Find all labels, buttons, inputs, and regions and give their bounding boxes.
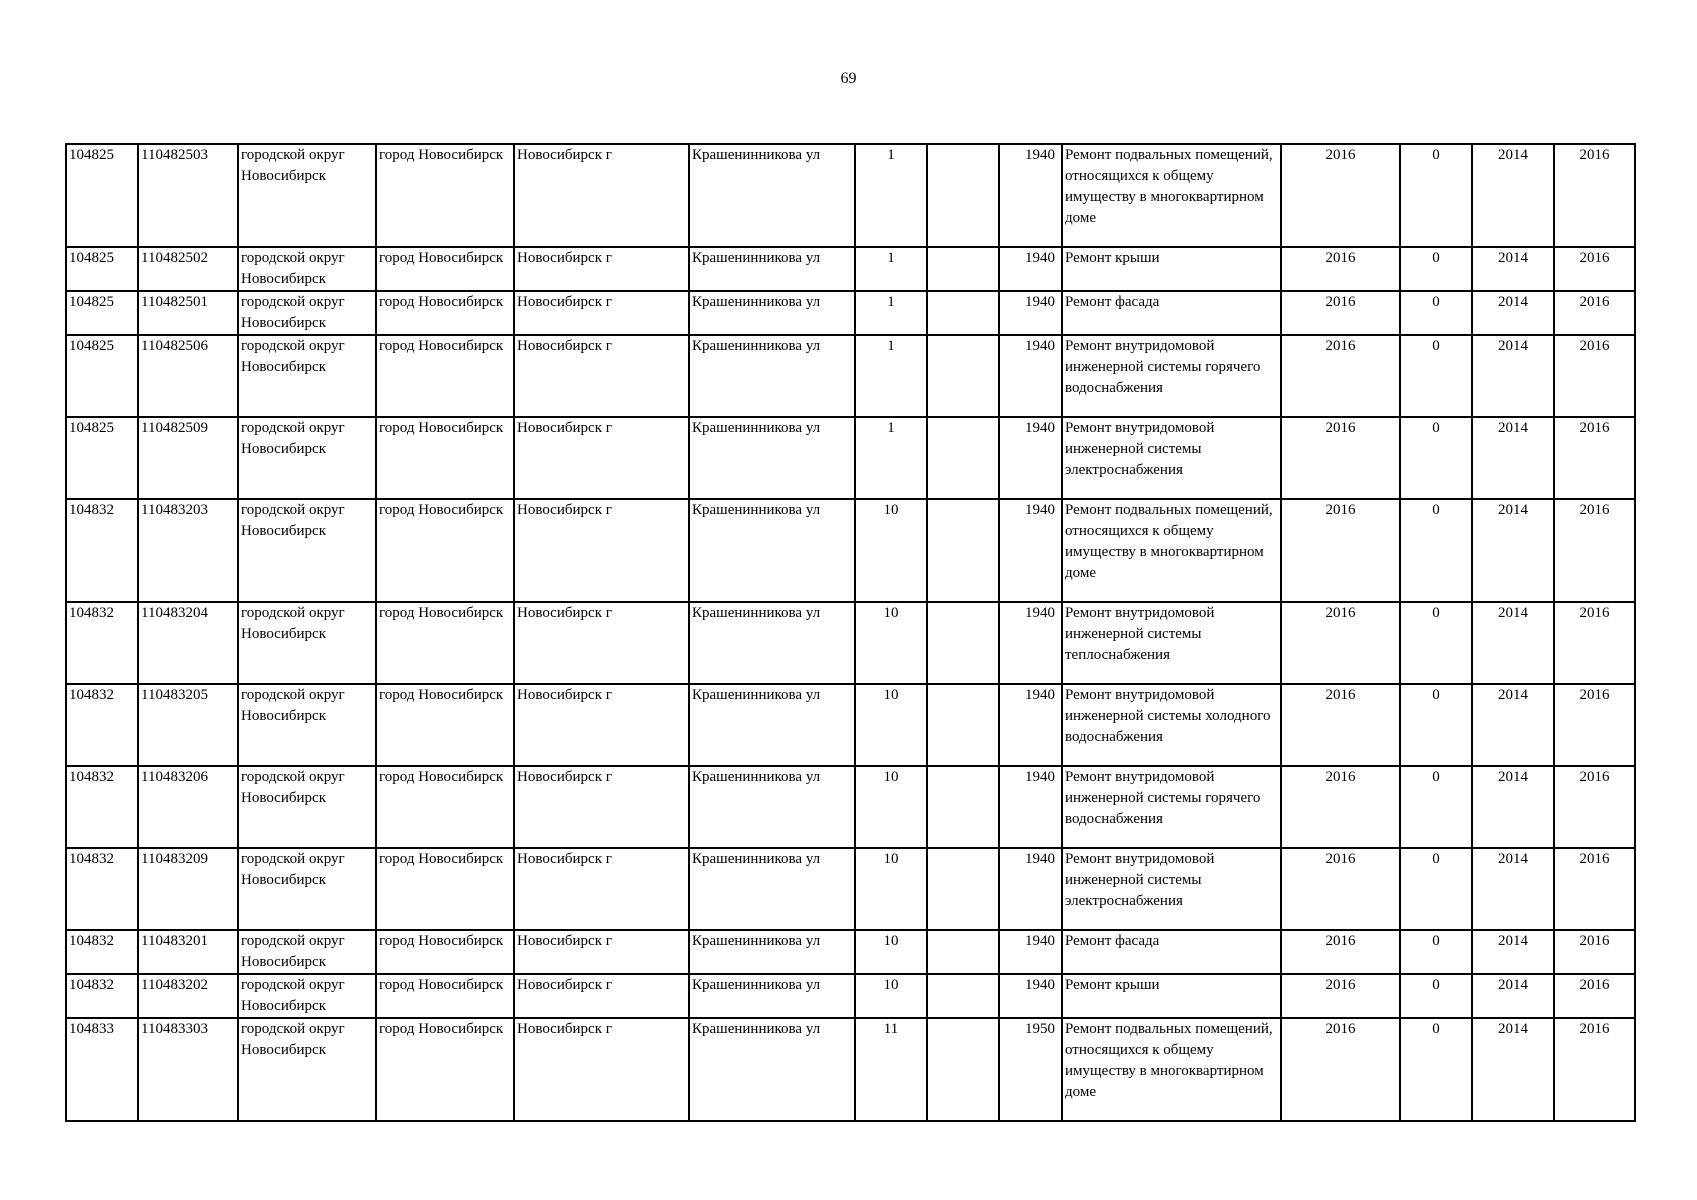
object-id-cell: 104832 xyxy=(66,848,138,930)
work-code-cell: 110483202 xyxy=(138,974,238,1018)
settlement-cell: город Новосибирск xyxy=(376,1018,514,1121)
object-id-cell: 104825 xyxy=(66,335,138,417)
object-id-cell: 104832 xyxy=(66,499,138,602)
district-cell: городской округ Новосибирск xyxy=(238,766,376,848)
work-type-cell: Ремонт крыши xyxy=(1062,247,1281,291)
settlement-cell: город Новосибирск xyxy=(376,335,514,417)
street-cell: Крашенинникова ул xyxy=(689,1018,855,1121)
period-end-cell: 2016 xyxy=(1554,766,1635,848)
plan-year-cell: 2016 xyxy=(1281,684,1400,766)
work-code-cell: 110482509 xyxy=(138,417,238,499)
work-code-cell: 110482502 xyxy=(138,247,238,291)
period-end-cell: 2016 xyxy=(1554,335,1635,417)
period-end-cell: 2016 xyxy=(1554,848,1635,930)
house-cell: 1 xyxy=(855,144,927,247)
settlement-cell: город Новосибирск xyxy=(376,684,514,766)
street-cell: Крашенинникова ул xyxy=(689,974,855,1018)
settlement-cell: город Новосибирск xyxy=(376,766,514,848)
period-start-cell: 2014 xyxy=(1472,930,1554,974)
year-built-cell: 1940 xyxy=(999,335,1062,417)
city-cell: Новосибирск г xyxy=(514,499,689,602)
period-start-cell: 2014 xyxy=(1472,247,1554,291)
building-cell xyxy=(927,766,999,848)
year-built-cell: 1940 xyxy=(999,417,1062,499)
table-row xyxy=(66,499,1635,602)
object-id-cell: 104832 xyxy=(66,766,138,848)
street-cell: Крашенинникова ул xyxy=(689,848,855,930)
period-start-cell: 2014 xyxy=(1472,417,1554,499)
district-cell: городской округ Новосибирск xyxy=(238,602,376,684)
house-cell: 1 xyxy=(855,417,927,499)
work-code-cell: 110482506 xyxy=(138,335,238,417)
plan-year-cell: 2016 xyxy=(1281,417,1400,499)
year-built-cell: 1940 xyxy=(999,144,1062,247)
district-cell: городской округ Новосибирск xyxy=(238,930,376,974)
plan-year-cell: 2016 xyxy=(1281,291,1400,335)
year-built-cell: 1940 xyxy=(999,766,1062,848)
period-end-cell: 2016 xyxy=(1554,602,1635,684)
building-cell xyxy=(927,335,999,417)
house-cell: 1 xyxy=(855,335,927,417)
work-code-cell: 110483205 xyxy=(138,684,238,766)
building-cell xyxy=(927,417,999,499)
plan-year-cell: 2016 xyxy=(1281,247,1400,291)
house-cell: 10 xyxy=(855,499,927,602)
district-cell: городской округ Новосибирск xyxy=(238,684,376,766)
street-cell: Крашенинникова ул xyxy=(689,684,855,766)
period-start-cell: 2014 xyxy=(1472,848,1554,930)
building-cell xyxy=(927,930,999,974)
period-end-cell: 2016 xyxy=(1554,417,1635,499)
house-cell: 10 xyxy=(855,974,927,1018)
plan-year-cell: 2016 xyxy=(1281,848,1400,930)
period-start-cell: 2014 xyxy=(1472,684,1554,766)
work-code-cell: 110482501 xyxy=(138,291,238,335)
building-cell xyxy=(927,684,999,766)
period-end-cell: 2016 xyxy=(1554,291,1635,335)
settlement-cell: город Новосибирск xyxy=(376,499,514,602)
work-type-cell: Ремонт внутридомовой инженерной системы электроснабжения xyxy=(1062,848,1281,930)
city-cell: Новосибирск г xyxy=(514,684,689,766)
period-end-cell: 2016 xyxy=(1554,974,1635,1018)
house-cell: 10 xyxy=(855,766,927,848)
street-cell: Крашенинникова ул xyxy=(689,335,855,417)
house-cell: 10 xyxy=(855,848,927,930)
work-type-cell: Ремонт подвальных помещений, относящихся к общему имуществу в многоквартирном доме xyxy=(1062,1018,1281,1121)
zero-cell: 0 xyxy=(1400,417,1472,499)
plan-year-cell: 2016 xyxy=(1281,335,1400,417)
district-cell: городской округ Новосибирск xyxy=(238,291,376,335)
house-cell: 10 xyxy=(855,684,927,766)
street-cell: Крашенинникова ул xyxy=(689,930,855,974)
object-id-cell: 104825 xyxy=(66,144,138,247)
zero-cell: 0 xyxy=(1400,848,1472,930)
city-cell: Новосибирск г xyxy=(514,848,689,930)
city-cell: Новосибирск г xyxy=(514,602,689,684)
table-row xyxy=(66,247,1635,291)
zero-cell: 0 xyxy=(1400,684,1472,766)
year-built-cell: 1950 xyxy=(999,1018,1062,1121)
period-start-cell: 2014 xyxy=(1472,974,1554,1018)
work-type-cell: Ремонт подвальных помещений, относящихся к общему имуществу в многоквартирном доме xyxy=(1062,144,1281,247)
year-built-cell: 1940 xyxy=(999,848,1062,930)
work-code-cell: 110483209 xyxy=(138,848,238,930)
district-cell: городской округ Новосибирск xyxy=(238,247,376,291)
zero-cell: 0 xyxy=(1400,602,1472,684)
district-cell: городской округ Новосибирск xyxy=(238,848,376,930)
work-type-cell: Ремонт внутридомовой инженерной системы горячего водоснабжения xyxy=(1062,335,1281,417)
work-type-cell: Ремонт фасада xyxy=(1062,930,1281,974)
plan-year-cell: 2016 xyxy=(1281,974,1400,1018)
year-built-cell: 1940 xyxy=(999,930,1062,974)
house-cell: 1 xyxy=(855,247,927,291)
year-built-cell: 1940 xyxy=(999,499,1062,602)
work-code-cell: 110483204 xyxy=(138,602,238,684)
year-built-cell: 1940 xyxy=(999,974,1062,1018)
page-number: 69 xyxy=(840,70,857,87)
work-code-cell: 110483201 xyxy=(138,930,238,974)
building-cell xyxy=(927,144,999,247)
work-code-cell: 110482503 xyxy=(138,144,238,247)
table-row xyxy=(66,684,1635,766)
object-id-cell: 104832 xyxy=(66,602,138,684)
period-end-cell: 2016 xyxy=(1554,144,1635,247)
district-cell: городской округ Новосибирск xyxy=(238,499,376,602)
table-row xyxy=(66,291,1635,335)
object-id-cell: 104825 xyxy=(66,247,138,291)
period-start-cell: 2014 xyxy=(1472,1018,1554,1121)
period-end-cell: 2016 xyxy=(1554,499,1635,602)
table-row xyxy=(66,144,1635,247)
zero-cell: 0 xyxy=(1400,499,1472,602)
building-cell xyxy=(927,848,999,930)
object-id-cell: 104832 xyxy=(66,930,138,974)
plan-year-cell: 2016 xyxy=(1281,1018,1400,1121)
period-start-cell: 2014 xyxy=(1472,291,1554,335)
street-cell: Крашенинникова ул xyxy=(689,766,855,848)
period-start-cell: 2014 xyxy=(1472,335,1554,417)
period-end-cell: 2016 xyxy=(1554,247,1635,291)
settlement-cell: город Новосибирск xyxy=(376,974,514,1018)
district-cell: городской округ Новосибирск xyxy=(238,144,376,247)
object-id-cell: 104825 xyxy=(66,417,138,499)
work-type-cell: Ремонт подвальных помещений, относящихся к общему имуществу в многоквартирном доме xyxy=(1062,499,1281,602)
city-cell: Новосибирск г xyxy=(514,974,689,1018)
plan-year-cell: 2016 xyxy=(1281,144,1400,247)
zero-cell: 0 xyxy=(1400,144,1472,247)
district-cell: городской округ Новосибирск xyxy=(238,1018,376,1121)
table-row xyxy=(66,1018,1635,1121)
period-end-cell: 2016 xyxy=(1554,930,1635,974)
street-cell: Крашенинникова ул xyxy=(689,499,855,602)
work-type-cell: Ремонт внутридомовой инженерной системы холодного водоснабжения xyxy=(1062,684,1281,766)
table-row xyxy=(66,417,1635,499)
zero-cell: 0 xyxy=(1400,335,1472,417)
settlement-cell: город Новосибирск xyxy=(376,930,514,974)
house-cell: 10 xyxy=(855,930,927,974)
city-cell: Новосибирск г xyxy=(514,247,689,291)
year-built-cell: 1940 xyxy=(999,291,1062,335)
work-type-cell: Ремонт внутридомовой инженерной системы электроснабжения xyxy=(1062,417,1281,499)
city-cell: Новосибирск г xyxy=(514,144,689,247)
district-cell: городской округ Новосибирск xyxy=(238,974,376,1018)
year-built-cell: 1940 xyxy=(999,684,1062,766)
building-cell xyxy=(927,1018,999,1121)
zero-cell: 0 xyxy=(1400,1018,1472,1121)
table-row xyxy=(66,602,1635,684)
house-cell: 10 xyxy=(855,602,927,684)
settlement-cell: город Новосибирск xyxy=(376,291,514,335)
city-cell: Новосибирск г xyxy=(514,417,689,499)
work-code-cell: 110483203 xyxy=(138,499,238,602)
object-id-cell: 104825 xyxy=(66,291,138,335)
plan-year-cell: 2016 xyxy=(1281,499,1400,602)
zero-cell: 0 xyxy=(1400,974,1472,1018)
table-row xyxy=(66,848,1635,930)
work-type-cell: Ремонт внутридомовой инженерной системы горячего водоснабжения xyxy=(1062,766,1281,848)
year-built-cell: 1940 xyxy=(999,247,1062,291)
building-cell xyxy=(927,602,999,684)
settlement-cell: город Новосибирск xyxy=(376,144,514,247)
zero-cell: 0 xyxy=(1400,930,1472,974)
street-cell: Крашенинникова ул xyxy=(689,417,855,499)
street-cell: Крашенинникова ул xyxy=(689,144,855,247)
city-cell: Новосибирск г xyxy=(514,930,689,974)
street-cell: Крашенинникова ул xyxy=(689,291,855,335)
city-cell: Новосибирск г xyxy=(514,335,689,417)
building-cell xyxy=(927,247,999,291)
house-cell: 1 xyxy=(855,291,927,335)
street-cell: Крашенинникова ул xyxy=(689,602,855,684)
period-end-cell: 2016 xyxy=(1554,1018,1635,1121)
period-start-cell: 2014 xyxy=(1472,602,1554,684)
work-type-cell: Ремонт внутридомовой инженерной системы теплоснабжения xyxy=(1062,602,1281,684)
zero-cell: 0 xyxy=(1400,247,1472,291)
building-cell xyxy=(927,974,999,1018)
settlement-cell: город Новосибирск xyxy=(376,848,514,930)
building-cell xyxy=(927,499,999,602)
work-type-cell: Ремонт крыши xyxy=(1062,974,1281,1018)
city-cell: Новосибирск г xyxy=(514,766,689,848)
plan-year-cell: 2016 xyxy=(1281,602,1400,684)
year-built-cell: 1940 xyxy=(999,602,1062,684)
work-code-cell: 110483303 xyxy=(138,1018,238,1121)
settlement-cell: город Новосибирск xyxy=(376,602,514,684)
table-row xyxy=(66,930,1635,974)
plan-year-cell: 2016 xyxy=(1281,930,1400,974)
plan-year-cell: 2016 xyxy=(1281,766,1400,848)
settlement-cell: город Новосибирск xyxy=(376,417,514,499)
table-row xyxy=(66,335,1635,417)
zero-cell: 0 xyxy=(1400,766,1472,848)
object-id-cell: 104832 xyxy=(66,974,138,1018)
city-cell: Новосибирск г xyxy=(514,1018,689,1121)
period-start-cell: 2014 xyxy=(1472,144,1554,247)
table-row xyxy=(66,974,1635,1018)
work-code-cell: 110483206 xyxy=(138,766,238,848)
period-start-cell: 2014 xyxy=(1472,766,1554,848)
street-cell: Крашенинникова ул xyxy=(689,247,855,291)
settlement-cell: город Новосибирск xyxy=(376,247,514,291)
city-cell: Новосибирск г xyxy=(514,291,689,335)
period-end-cell: 2016 xyxy=(1554,684,1635,766)
object-id-cell: 104832 xyxy=(66,684,138,766)
district-cell: городской округ Новосибирск xyxy=(238,335,376,417)
table-row xyxy=(66,766,1635,848)
building-cell xyxy=(927,291,999,335)
district-cell: городской округ Новосибирск xyxy=(238,417,376,499)
period-start-cell: 2014 xyxy=(1472,499,1554,602)
object-id-cell: 104833 xyxy=(66,1018,138,1121)
house-cell: 11 xyxy=(855,1018,927,1121)
zero-cell: 0 xyxy=(1400,291,1472,335)
capital-repair-table xyxy=(65,143,1636,1122)
work-type-cell: Ремонт фасада xyxy=(1062,291,1281,335)
